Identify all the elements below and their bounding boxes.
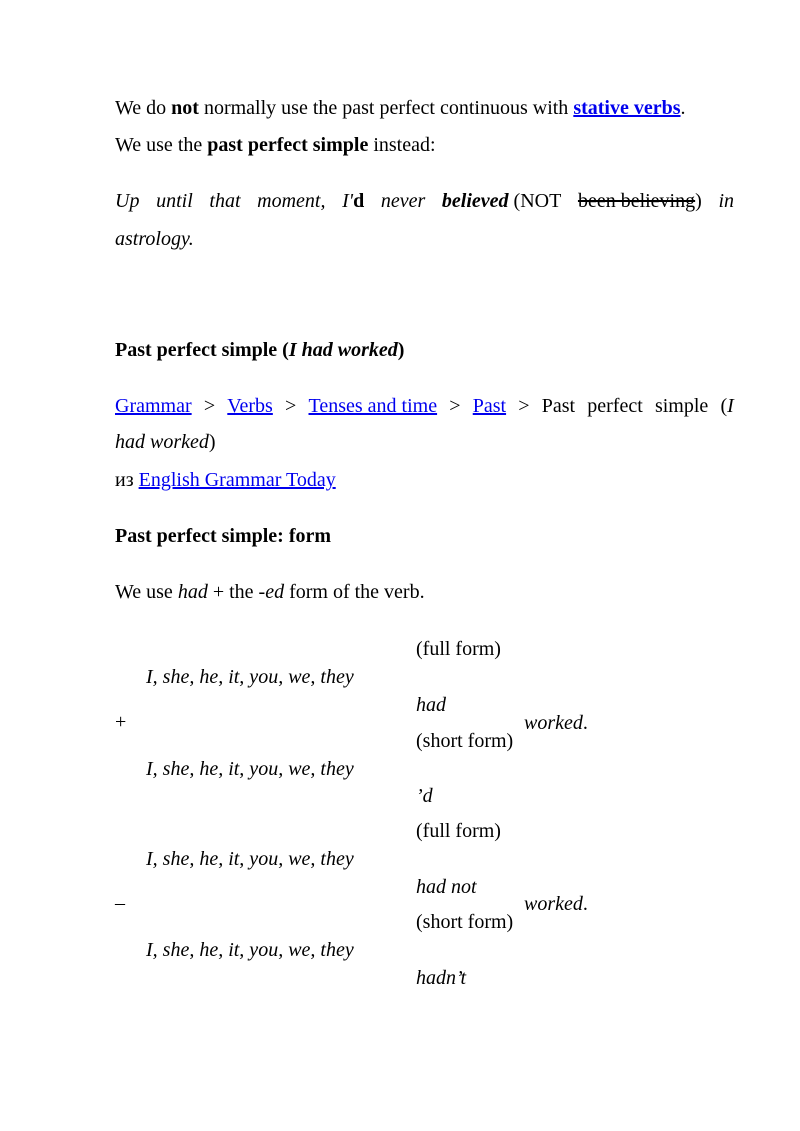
text: We do <box>115 97 172 119</box>
positive-subject-short: I, she, he, it, you, we, they <box>146 758 354 780</box>
example-incorrect-group <box>578 189 702 213</box>
positive-aux-full: had <box>416 694 446 716</box>
stative-verbs-link[interactable]: stative verbs <box>573 97 681 119</box>
breadcrumb-separator: > <box>203 395 216 417</box>
example-word: astrology. <box>115 228 194 250</box>
breadcrumb-current-word: Past <box>541 395 576 417</box>
stative-note-line-1 <box>115 96 734 120</box>
example-word <box>342 189 364 213</box>
negative-subject-full: I, she, he, it, you, we, they <box>146 848 354 870</box>
breadcrumb-verbs-link[interactable]: Verbs <box>227 395 273 417</box>
example-word: that <box>209 190 241 212</box>
positive-verb-word: worked <box>524 712 583 734</box>
form-heading: Past perfect simple: form <box>115 525 332 547</box>
english-grammar-today-link[interactable]: English Grammar Today <box>138 469 336 491</box>
breadcrumb-tenses-link[interactable]: Tenses and time <box>308 395 438 417</box>
text: We use <box>115 581 178 603</box>
negative-short-label: (short form) <box>416 911 514 933</box>
source-line <box>115 468 734 492</box>
example-sentence-line-1 <box>115 189 734 213</box>
breadcrumb-separator: > <box>449 395 461 417</box>
positive-full-label: (full form) <box>416 638 501 660</box>
section-title-example: I had worked <box>288 339 398 361</box>
source-prefix: из <box>115 469 139 491</box>
example-correct-group <box>442 189 561 213</box>
positive-sign: + <box>115 711 127 733</box>
form-intro-had: had <box>177 581 208 603</box>
breadcrumb-past-link[interactable]: Past <box>472 395 507 417</box>
negative-verb-word: worked <box>524 893 583 915</box>
negative-sign: – <box>115 892 125 914</box>
example-word: in <box>718 190 734 212</box>
text: ) <box>397 339 405 361</box>
negative-aux-full: had not <box>416 876 477 898</box>
negative-aux-short: hadn’t <box>416 967 466 989</box>
stative-note-line-2 <box>115 133 734 157</box>
example-sentence-line-2 <box>115 227 734 251</box>
text: We use the <box>115 134 208 156</box>
breadcrumb-current-word: perfect <box>587 395 643 417</box>
example-word: Up <box>115 190 140 212</box>
breadcrumb-current-word: simple <box>654 395 709 417</box>
text: . <box>582 893 588 915</box>
text: + the <box>207 581 259 603</box>
example-word: until <box>156 190 193 212</box>
breadcrumb <box>115 394 734 418</box>
text: ) <box>208 431 216 453</box>
breadcrumb-separator: > <box>285 395 297 417</box>
emphasis-not: not <box>171 97 199 119</box>
example-word: moment, <box>257 190 326 212</box>
example-word: never <box>380 190 426 212</box>
example-pronoun: I' <box>342 190 354 212</box>
example-incorrect-form: been believing <box>577 190 696 212</box>
text: Past perfect simple ( <box>115 339 289 361</box>
negative-full-label: (full form) <box>416 820 501 842</box>
section-title <box>115 338 734 362</box>
text: ( <box>720 395 728 417</box>
text: ) <box>695 190 702 212</box>
breadcrumb-current-word <box>721 394 734 418</box>
positive-aux-short: ’d <box>416 785 433 807</box>
text: . <box>582 712 588 734</box>
positive-verb <box>524 711 588 735</box>
text: form of the verb. <box>284 581 425 603</box>
negative-verb <box>524 892 588 916</box>
positive-subject-full: I, she, he, it, you, we, they <box>146 666 354 688</box>
negative-subject-short: I, she, he, it, you, we, they <box>146 939 354 961</box>
example-contraction: d <box>353 190 365 212</box>
text: instead: <box>368 134 436 156</box>
text: normally use the past perfect continuous with <box>198 97 574 119</box>
form-intro <box>115 580 734 604</box>
form-intro-ed: -ed <box>258 581 285 603</box>
breadcrumb-separator: > <box>518 395 530 417</box>
emphasis-past-perfect-simple: past perfect simple <box>207 134 369 156</box>
breadcrumb-continuation <box>115 430 734 454</box>
example-correct-verb: believed <box>441 190 509 212</box>
text: . <box>680 97 686 119</box>
example-not-label: (NOT <box>513 190 562 212</box>
breadcrumb-current-italic: had worked <box>115 431 209 453</box>
breadcrumb-current-italic: I <box>727 395 734 417</box>
breadcrumb-grammar-link[interactable]: Grammar <box>115 395 192 417</box>
positive-short-label: (short form) <box>416 730 514 752</box>
